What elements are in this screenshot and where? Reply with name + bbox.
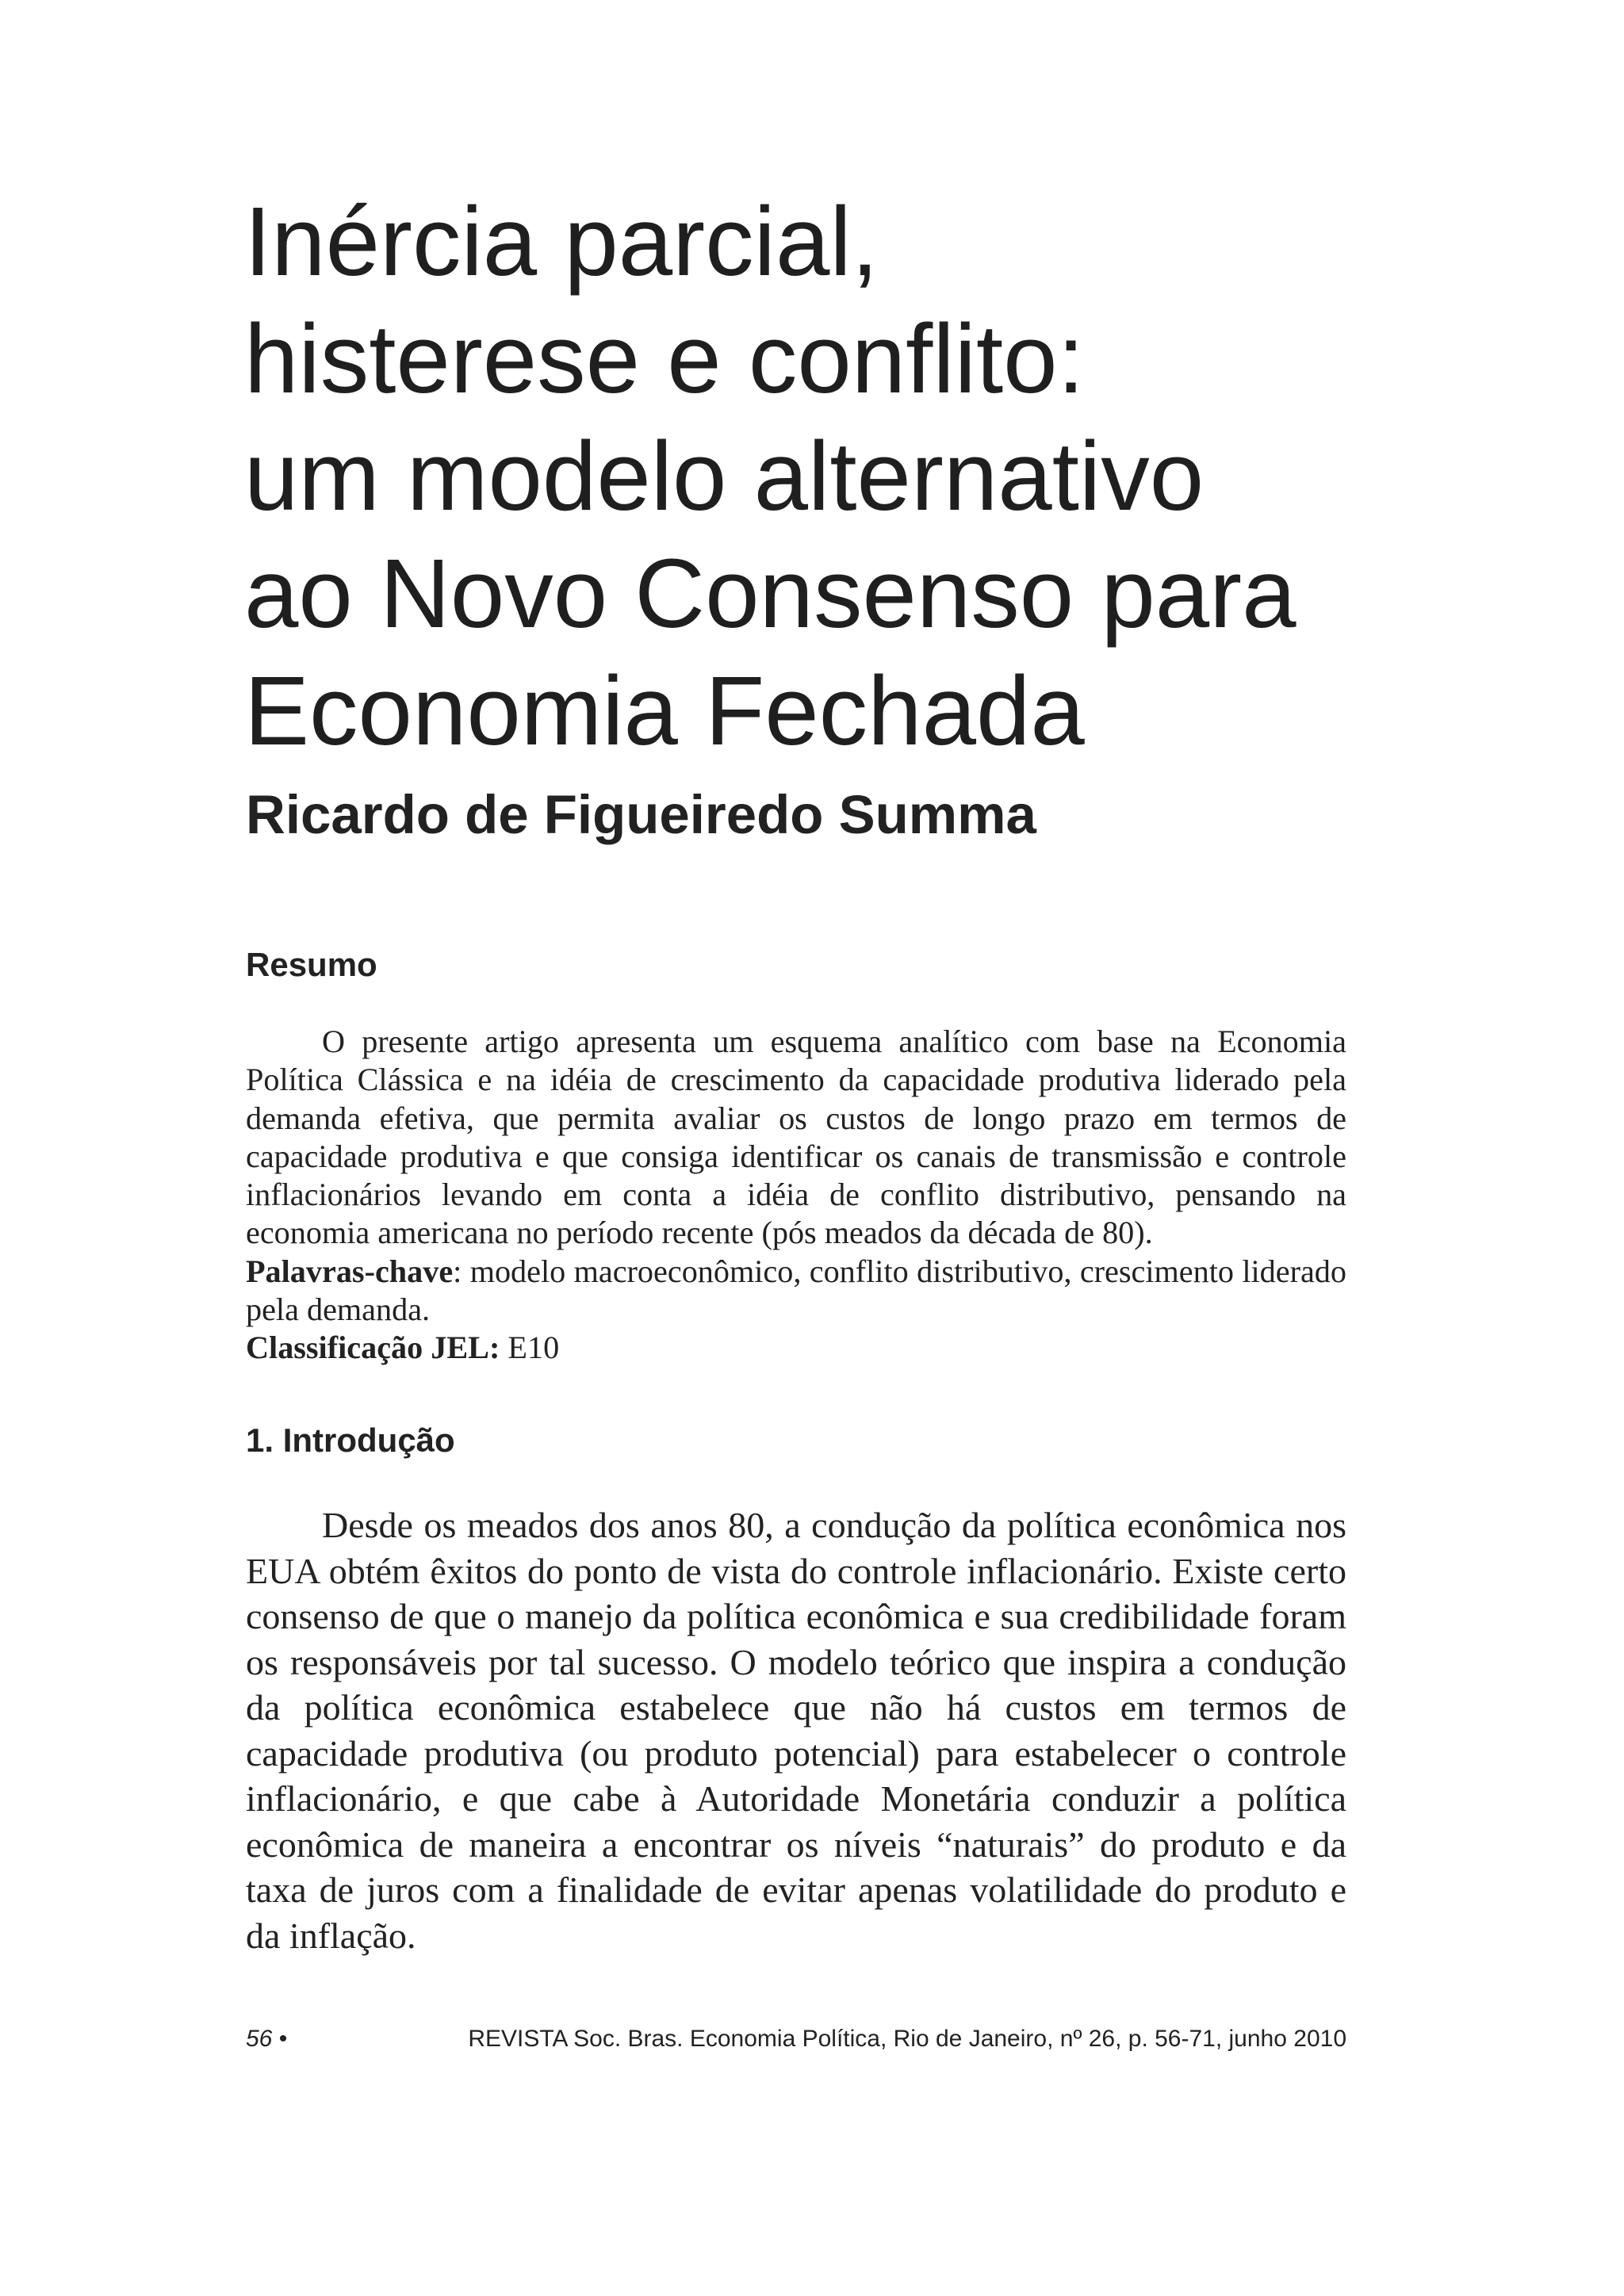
jel-line (246, 1329, 1346, 1367)
footer-bullet: • (278, 2026, 288, 2052)
abstract-block (246, 1023, 1346, 1368)
keywords-label: Palavras-chave (246, 1253, 454, 1289)
title-line: histerese e conflito: (244, 305, 1085, 414)
title-line: um modelo alternativo (244, 423, 1205, 531)
keywords-line (246, 1253, 1346, 1330)
jel-value: E10 (500, 1330, 560, 1366)
introduction-paragraph: Desde os meados dos anos 80, a condução da política econômica nos EUA obtém êxitos do ponto de vista do controle inflacionário. Existe certo consenso de que o manejo da política econômica e sua credibilidade foram os responsáveis por tal sucesso. O modelo teórico que inspira a condução da política econômica estabelece que não há custos em termos de capacidade produtiva (ou produto potencial) para estabelecer o controle inflacionário, e que cabe à Autoridade Monetária conduzir a política econômica de maneira a encontrar os níveis “naturais” do produto e da taxa de juros com a finalidade de evitar apenas volatilidade do produto e da inflação. (246, 1505, 1346, 1956)
page-number-label (246, 2023, 287, 2055)
introduction-body (246, 1502, 1346, 1958)
title-line: Economia Fechada (244, 657, 1085, 766)
page-footer (246, 2023, 1346, 2055)
journal-citation: REVISTA Soc. Bras. Economia Política, Rio de Janeiro, nº 26, p. 56-71, junho 2010 (468, 2026, 1346, 2052)
page-number: 56 (246, 2026, 273, 2052)
article-title (244, 184, 1434, 771)
title-line: Inércia parcial, (244, 188, 879, 297)
title-line: ao Novo Consenso para (244, 540, 1297, 649)
introduction-heading: 1. Introdução (246, 1422, 455, 1459)
abstract-heading: Resumo (246, 946, 377, 983)
abstract-text: O presente artigo apresenta um esquema analítico com base na Economia Política Clássica e na idéia de crescimento da capacidade produtiva liderado pela demanda efetiva, que permita avaliar os custos de longo prazo em termos de capacidade produtiva e que consiga identificar os canais de transmissão e controle inflacionários levando em conta a idéia de conflito distributivo, pensando na economia americana no período recente (pós meados da década de 80). (246, 1024, 1346, 1251)
keywords-text: : modelo macroeconômico, conflito distributivo, crescimento liderado pela demanda. (246, 1253, 1346, 1328)
jel-label: Classificação JEL: (246, 1330, 500, 1366)
author-name: Ricardo de Figueiredo Summa (246, 784, 1036, 845)
